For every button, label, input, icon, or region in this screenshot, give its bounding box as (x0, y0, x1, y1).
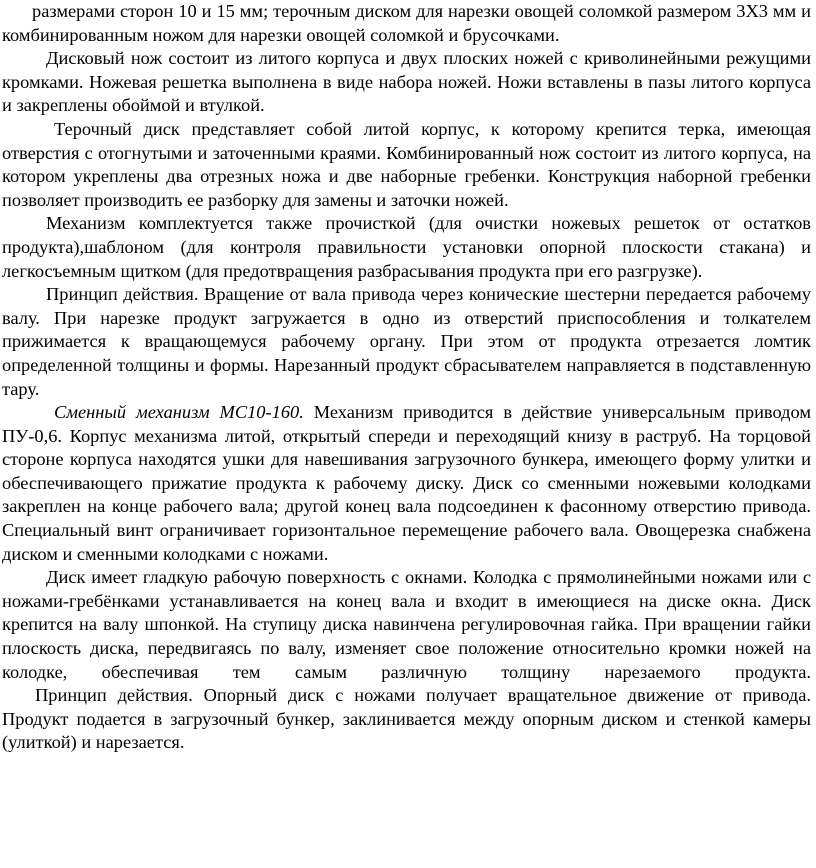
paragraph-principle-2: Принцип действия. Опорный диск с ножами получает вращательное движение от привода. Продукт подается в загрузочный бункер, заклинивается между опорным диском и стенкой камеры (улиткой) и нарезается. (2, 685, 811, 753)
paragraph-mc10-160 (2, 401, 811, 566)
paragraph-disk: Диск имеет гладкую рабочую поверхность с окнами. Колодка с прямолинейными ножами или с ножами-гребёнками устанавливается на конец вала и входит в имеющиеся на диске окна. Диск крепится на валу шпонкой. На ступицу диска навинчена регулировочная гайка. При вращении гайки плоскость диска, передвигаясь по валу, изменяет свое положение относительно кромки ножей на колодке, обеспечивая тем самым различную толщину нарезаемого продукта. (2, 567, 811, 682)
paragraph-disk-knife: Дисковый нож состоит из литого корпуса и двух плоских ножей с криволинейными режущими кромками. Ножевая решетка выполнена в виде набора ножей. Ножи вставлены в пазы литого корпуса и закреплены обоймой и втулкой. (2, 48, 811, 116)
paragraph-principle-1: Принцип действия. Вращение от вала привода через конические шестерни передается рабочему валу. При нарезке продукт загружается в одно из отверстий приспособления и толкателем прижимается к вращающемуся рабочему органу. При этом от продукта отрезается ломтик определенной толщины и формы. Нарезанный продукт сбрасывателем направляется в подставленную тару. (2, 284, 811, 399)
paragraph-accessories: Механизм комплектуется также прочисткой (для очистки ножевых решеток от остатков продукта),шаблоном (для контроля правильности установки опорной плоскости стакана) и легкосъемным щитком (для предотвращения разбрасывания продукта при его разгрузке). (2, 213, 811, 281)
mc10-160-text: Механизм приводится в действие универсальным приводом ПУ-0,6. Корпус механизма литой, открытый спереди и переходящий книзу в раструб. На торцовой стороне корпуса находятся ушки для навешивания загрузочного бункера, имеющего форму улитки и обеспечивающего прижатие продукта к рабочему диску. Диск со сменными ножевыми колодками закреплен на конце рабочего вала; другой конец вала подсоединен к фасонному отверстию привода. Специальный винт ограничивает горизонтальное перемещение рабочего вала. Овощерезка снабжена диском и сменными колодками с ножами. (2, 402, 811, 564)
paragraph-sizes: размерами сторон 10 и 15 мм; терочным диском для нарезки овощей соломкой размером 3Х3 мм и комбинированным ножом для нарезки овощей соломкой и брусочками. (2, 1, 811, 45)
mc10-160-title: Сменный механизм МС10-160. (54, 402, 304, 423)
paragraph-grater-disk: Терочный диск представляет собой литой корпус, к которому крепится терка, имеющая отверстия с отогнутыми и заточенными краями. Комбинированный нож состоит из литого корпуса, на котором укреплены два отрезных ножа и две наборные гребенки. Конструкция наборной гребенки позволяет производить ее разборку для замены и заточки ножей. (2, 118, 811, 210)
